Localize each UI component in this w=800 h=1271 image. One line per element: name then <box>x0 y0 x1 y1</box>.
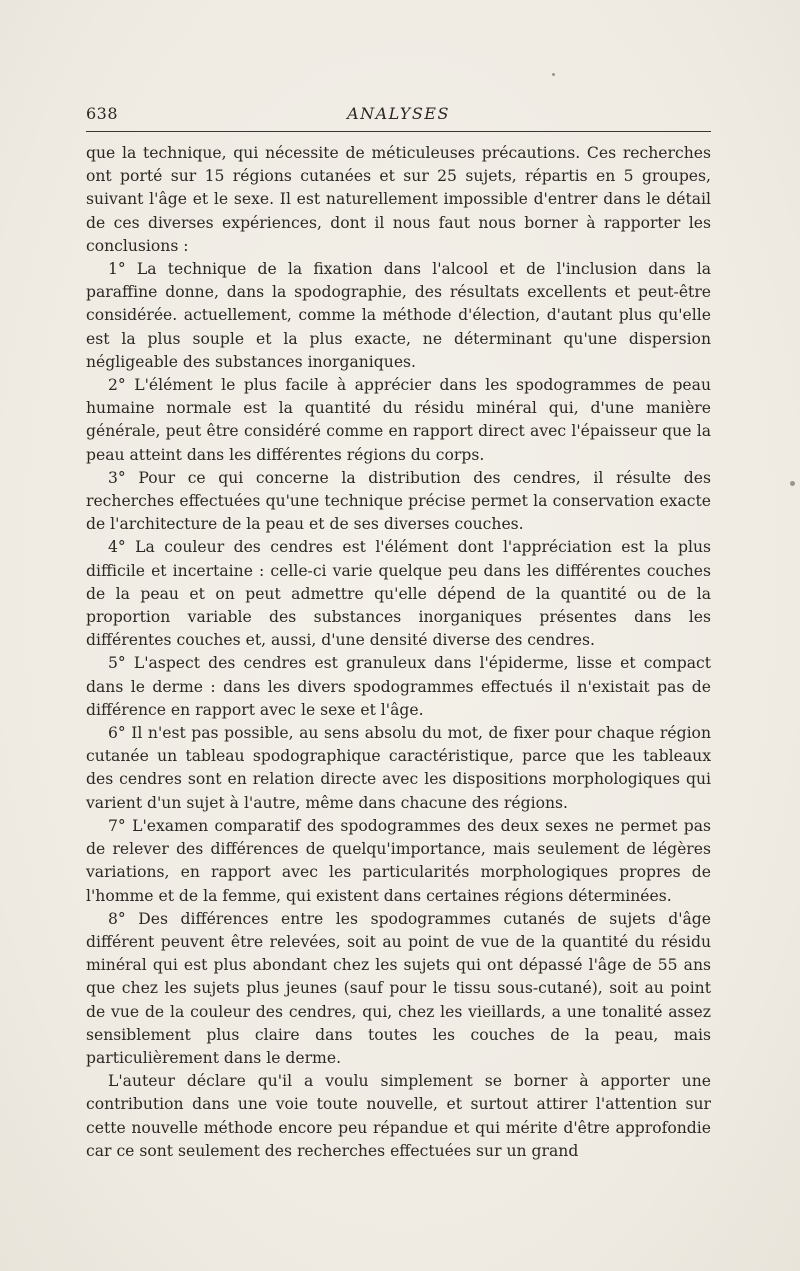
paragraph-continuation: que la technique, qui nécessite de méticuleuses précautions. Ces recherches ont porté sur 15 régions cutanées et sur 25 sujets, répartis en 5 groupes, suivant l'âge et le sexe. Il est naturellement impossible d'entrer dans le détail de ces diverses expériences, dont il nous faut nous borner à rapporter les conclusions : <box>86 144 711 255</box>
page-number: 638 <box>86 104 119 123</box>
conclusion-7: 7° L'examen comparatif des spodogrammes des deux sexes ne permet pas de relever des différences de quelqu'importance, mais seulement de légères variations, en rapport avec les particularités morphologiques propres de l'homme et de la femme, qui existent dans certaines régions déterminées. <box>86 816 711 905</box>
running-title: ANALYSES <box>347 104 450 123</box>
conclusion-2: 2° L'élément le plus facile à apprécier dans les spodogrammes de peau humaine normale est la quantité du résidu minéral qui, d'une manière générale, peut être considéré comme en rapport direct avec l'épaisseur que la peau atteint dans les différentes régions du corps. <box>86 376 711 464</box>
page-header <box>86 100 711 128</box>
paper-speck <box>790 481 795 486</box>
conclusion-4: 4° La couleur des cendres est l'élément dont l'appréciation est la plus difficile et incertaine : celle-ci varie quelque peu dans les différentes couches de la peau et on peut admettre qu'elle dépend de la quantité ou de la proportion variable des substances inorganiques présentes dans les différentes couches et, aussi, d'une densité diverse des cendres. <box>86 538 711 650</box>
author-statement: L'auteur déclare qu'il a voulu simplement se borner à apporter une contribution dans une voie toute nouvelle, et surtout attirer l'attention sur cette nouvelle méthode encore peu répandue et qui mérite d'être approfondie car ce sont seulement des recherches effectuées sur un grand <box>86 1072 711 1160</box>
conclusion-3: 3° Pour ce qui concerne la distribution des cendres, il résulte des recherches effectuées qu'une technique précise permet la conservation exacte de l'architecture de la peau et de ses diverses couches. <box>86 468 711 534</box>
body-text <box>86 142 711 1163</box>
paper-speck <box>552 73 555 76</box>
conclusion-8: 8° Des différences entre les spodogrammes cutanés de sujets d'âge différent peuvent être relevées, soit au point de vue de la quantité du résidu minéral qui est plus abondant chez les sujets qui ont dépassé l'âge de 55 ans que chez les sujets plus jeunes (sauf pour le tissu sous-cutané), soit au point de vue de la couleur des cendres, qui, chez les vieillards, a une tonalité assez sensiblement plus claire dans toutes les couches de la peau, mais particulièrement dans le derme. <box>86 909 711 1067</box>
conclusion-5: 5° L'aspect des cendres est granuleux dans l'épiderme, lisse et compact dans le derme : dans les divers spodogrammes effectués il n'existait pas de différence en rapport avec le sexe et l'âge. <box>86 654 711 719</box>
header-rule <box>86 131 711 132</box>
conclusion-6: 6° Il n'est pas possible, au sens absolu du mot, de fixer pour chaque région cutanée un tableau spodographique caractéristique, parce que les tableaux des cendres sont en relation directe avec les dispositions morphologiques qui varient d'un sujet à l'autre, même dans chacune des régions. <box>86 724 711 812</box>
conclusion-1: 1° La technique de la fixation dans l'alcool et de l'inclusion dans la paraffine donne, dans la spodographie, des résultats excellents et peut-être considérée. actuellement, comme la méthode d'élection, d'autant plus qu'elle est la plus souple et la plus exacte, ne déterminant qu'une dispersion négligeable des substances inorganiques. <box>86 260 711 371</box>
